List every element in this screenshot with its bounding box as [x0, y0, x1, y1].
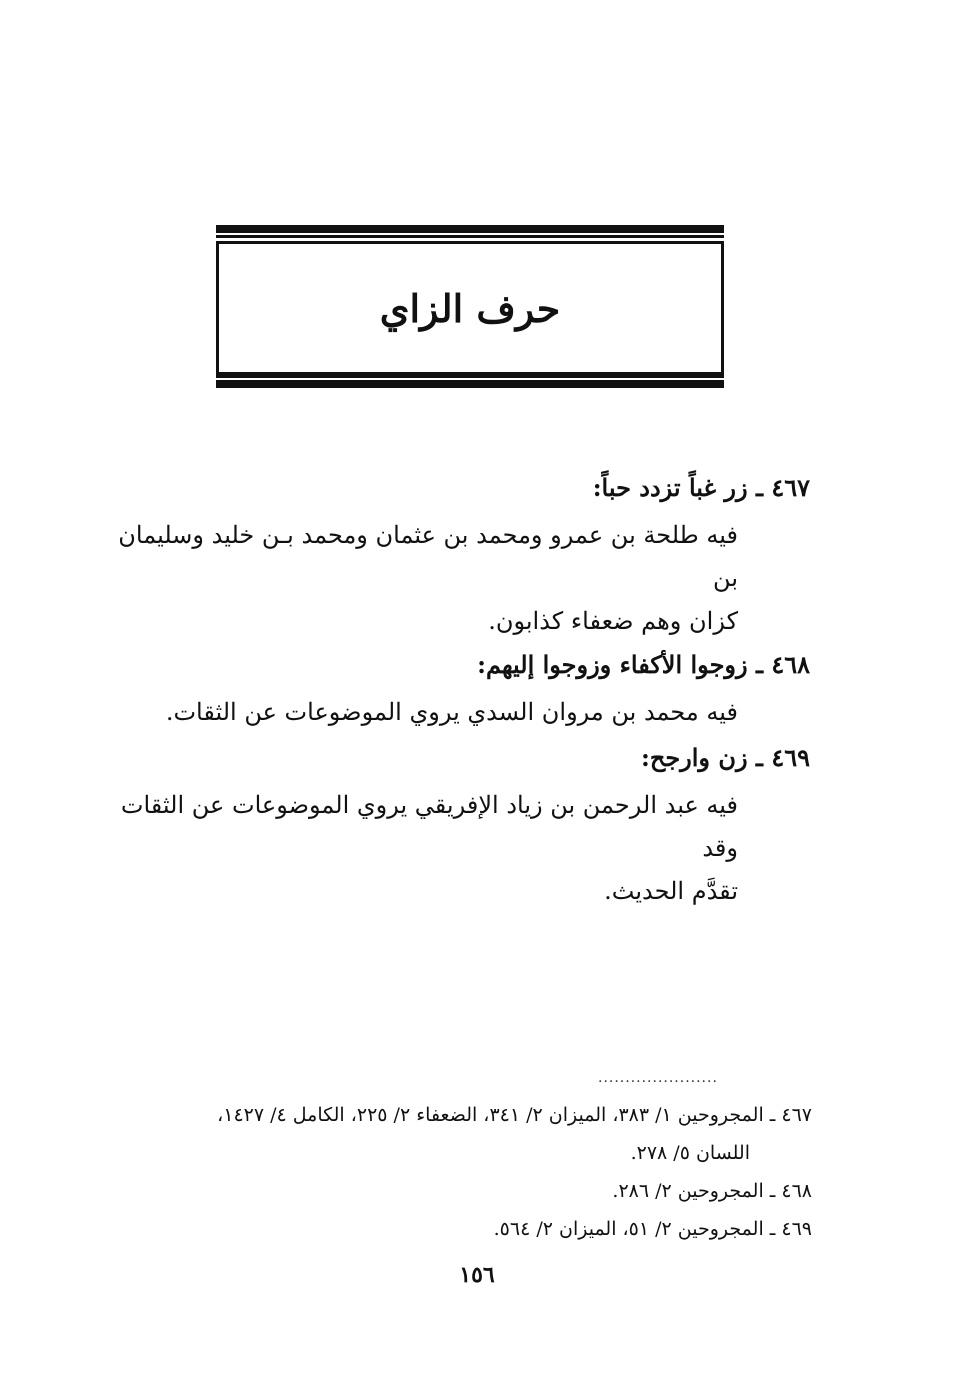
title-top-rule-thick: [216, 225, 724, 233]
entry-text: فيه محمد بن مروان السدي يروي الموضوعات عن الثقات.: [165, 698, 738, 726]
entry-heading: ٤٦٨ ـ زوجوا الأكفاء وزوجوا إليهم:: [477, 650, 810, 679]
entry-heading: ٤٦٩ ـ زن وارجح:: [640, 743, 810, 772]
title-top-rule-thin: [216, 235, 724, 238]
entry-text: تقدَّم الحديث.: [604, 877, 738, 905]
footnotes-section: [110, 1096, 812, 1248]
footnote-467-continued: اللسان ٥/ ٢٧٨.: [630, 1142, 750, 1164]
page-number: ١٥٦: [459, 1262, 495, 1288]
footnote-469: ٤٦٩ ـ المجروحين ٢/ ٥١، الميزان ٢/ ٥٦٤.: [493, 1218, 812, 1240]
footnote-467: ٤٦٧ ـ المجروحين ١/ ٣٨٣، الميزان ٢/ ٣٤١، الضعفاء ٢/ ٢٢٥، الكامل ٤/ ١٤٢٧،: [217, 1104, 812, 1126]
entry-468: [110, 643, 810, 734]
entry-469: [110, 736, 810, 913]
footnote-separator: ......................: [598, 1070, 718, 1086]
entry-text: كزان وهم ضعفاء كذابون.: [488, 607, 738, 635]
entry-text: فيه طلحة بن عمرو ومحمد بن عثمان ومحمد بـن خليد وسليمان بن: [118, 521, 738, 592]
entries-section: [110, 466, 810, 913]
title-bottom-rule-thick: [216, 380, 724, 388]
title-bottom-rule-thin: [216, 375, 724, 378]
entry-text: فيه عبد الرحمن بن زياد الإفريقي يروي الموضوعات عن الثقات وقد: [120, 791, 738, 862]
chapter-title: حرف الزاي: [379, 285, 561, 331]
footnote-468: ٤٦٨ ـ المجروحين ٢/ ٢٨٦.: [612, 1180, 812, 1202]
entry-heading: ٤٦٧ ـ زر غباً تزدد حباً:: [592, 473, 810, 502]
chapter-title-frame: [216, 241, 724, 375]
entry-467: [110, 466, 810, 643]
